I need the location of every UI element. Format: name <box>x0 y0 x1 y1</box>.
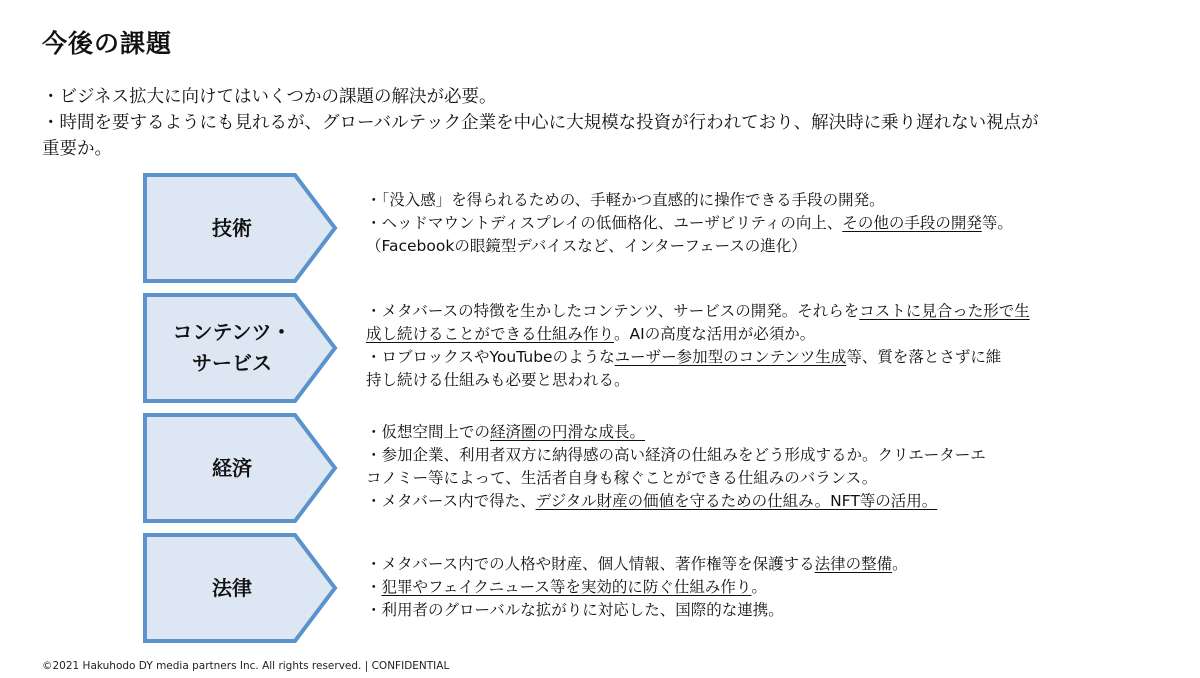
issue-row-content-service <box>0 293 1200 403</box>
description-line <box>366 300 1086 323</box>
text-segment: ・ヘッドマウントディスプレイの低価格化、ユーザビリティの向上、 <box>366 214 843 232</box>
intro-line: ・ビジネス拡大に向けてはいくつかの課題の解決が必要。 <box>42 87 497 107</box>
category-label-line: サービス <box>192 351 272 375</box>
description-line <box>366 599 1086 622</box>
chevron-economy <box>143 413 339 523</box>
underlined-text: 犯罪やフェイクニュース等を実効的に防ぐ仕組み作り <box>381 578 752 596</box>
description-line <box>366 553 1086 576</box>
text-segment: 。AIの高度な活用が必須か。 <box>614 325 816 343</box>
intro-line: ・時間を要するようにも見れるが、グローバルテック企業を中心に大規模な投資が行われており、解決時に乗り遅れない視点が <box>42 113 1039 133</box>
page-title: 今後の課題 <box>42 29 173 58</box>
category-label-line: コンテンツ・ <box>172 320 292 344</box>
intro-text <box>42 84 1152 162</box>
copyright-footer: ©2021 Hakuhodo DY media partners Inc. All rights reserved. | CONFIDENTIAL <box>42 660 450 672</box>
text-segment: ・参加企業、利用者双方に納得感の高い経済の仕組みをどう形成するか。クリエーターエ <box>366 446 986 464</box>
text-segment: ・「没入感」を得られるための、手軽かつ直感的に操作できる手段の開発。 <box>366 191 885 209</box>
category-label-line: 経済 <box>212 455 252 480</box>
issue-description-economy <box>366 421 1086 513</box>
underlined-text: ユーザー参加型のコンテンツ生成 <box>614 348 847 366</box>
issue-row-law <box>0 533 1200 643</box>
description-line <box>366 323 1086 346</box>
issue-row-economy <box>0 413 1200 523</box>
text-segment: （Facebookの眼鏡型デバイスなど、インターフェースの進化） <box>366 237 807 255</box>
description-line <box>366 235 1086 258</box>
underlined-text: 経済圏の円滑な成長。 <box>490 423 646 441</box>
category-label-law <box>143 533 321 643</box>
text-segment: 等。 <box>981 214 1013 232</box>
text-segment: コノミー等によって、生活者自身も稼ぐことができる仕組みのバランス。 <box>366 469 878 487</box>
category-label-economy <box>143 413 321 523</box>
description-line <box>366 212 1086 235</box>
text-segment: ・メタバース内での人格や財産、個人情報、著作権等を保護する <box>366 555 815 573</box>
category-label-line: 法律 <box>212 575 252 600</box>
chevron-technology <box>143 173 339 283</box>
text-segment: 。 <box>892 555 908 573</box>
intro-line: 重要か。 <box>42 139 112 159</box>
description-line <box>366 346 1086 369</box>
underlined-text: その他の手段の開発 <box>842 214 982 232</box>
description-line <box>366 444 1086 467</box>
issue-description-content-service <box>366 300 1086 392</box>
description-line <box>366 189 1086 212</box>
text-segment: ・ロブロックスやYouTubeのような <box>366 348 615 366</box>
text-segment: ・ <box>366 578 382 596</box>
text-segment: 持し続ける仕組みも必要と思われる。 <box>366 371 630 389</box>
underlined-text: 成し続けることができる仕組み作り <box>366 325 615 343</box>
text-segment: ・メタバース内で得た、 <box>366 492 536 510</box>
description-line <box>366 421 1086 444</box>
text-segment: ・利用者のグローバルな拡がりに対応した、国際的な連携。 <box>366 601 784 619</box>
issue-row-technology <box>0 173 1200 283</box>
description-line <box>366 576 1086 599</box>
issue-description-technology <box>366 189 1086 258</box>
category-label-technology <box>143 173 321 283</box>
underlined-text: 法律の整備 <box>814 555 893 573</box>
underlined-text: デジタル財産の価値を守るための仕組み。NFT等の活用。 <box>535 492 938 510</box>
text-segment: 等、質を落とさずに維 <box>846 348 1002 366</box>
chevron-content-service <box>143 293 339 403</box>
description-line <box>366 467 1086 490</box>
underlined-text: コストに見合った形で生 <box>859 302 1030 320</box>
text-segment: ・メタバースの特徴を生かしたコンテンツ、サービスの開発。それらを <box>366 302 860 320</box>
issue-description-law <box>366 553 1086 622</box>
text-segment: ・仮想空間上での <box>366 423 491 441</box>
category-label-content-service <box>143 293 321 403</box>
chevron-law <box>143 533 339 643</box>
description-line <box>366 490 1086 513</box>
description-line <box>366 369 1086 392</box>
text-segment: 。 <box>751 578 767 596</box>
category-label-line: 技術 <box>212 215 252 240</box>
